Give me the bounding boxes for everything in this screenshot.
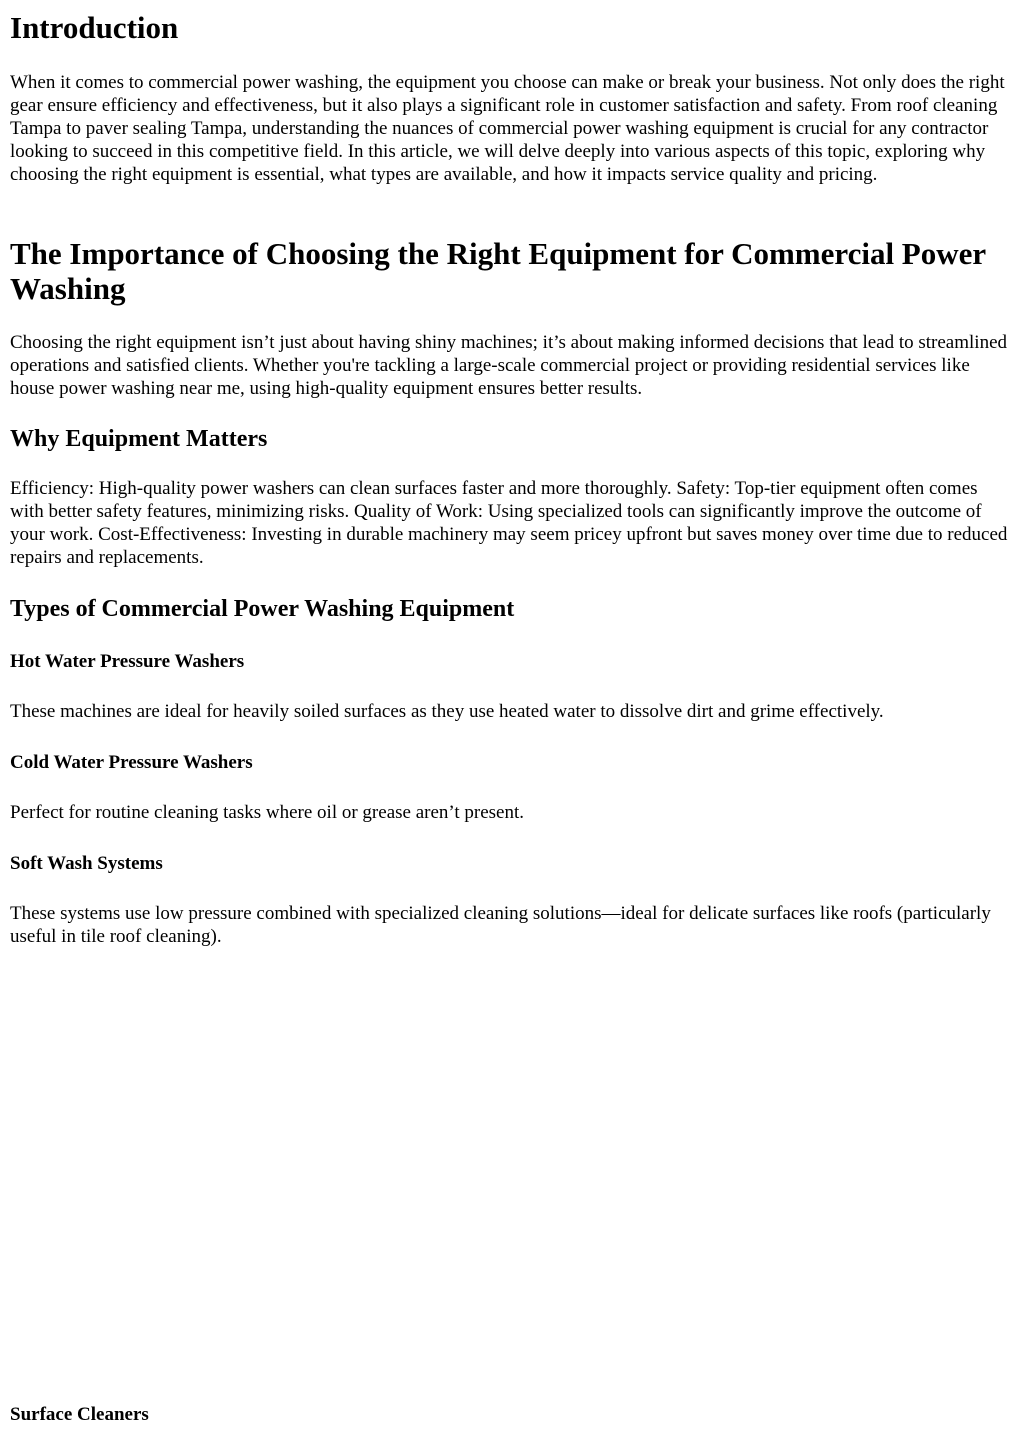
why-equipment-heading: Why Equipment Matters <box>10 426 268 452</box>
intro-heading: Introduction <box>10 10 179 45</box>
cold-water-heading: Cold Water Pressure Washers <box>10 752 253 773</box>
soft-wash-heading: Soft Wash Systems <box>10 853 163 874</box>
hot-water-paragraph: These machines are ideal for heavily soiled surfaces as they use heated water to dissolve dirt and grime effectively. <box>10 701 884 722</box>
why-equipment-paragraph: Efficiency: High-quality power washers can clean surfaces faster and more thoroughly. Safety: Top-tier equipment often comes with better safety features, minimizing risks. Quality of Work: Using specialized tools can significantly improve the outcome of your work. Cost-Effectiveness: Investing in durable machinery may seem pricey upfront but saves money over time due to reduced repairs and replacements. <box>10 478 1008 568</box>
types-heading: Types of Commercial Power Washing Equipment <box>10 596 515 622</box>
hot-water-heading: Hot Water Pressure Washers <box>10 651 245 672</box>
cold-water-paragraph: Perfect for routine cleaning tasks where oil or grease aren’t present. <box>10 802 525 823</box>
importance-heading: The Importance of Choosing the Right Equipment for Commercial Power Washing <box>10 236 986 306</box>
intro-paragraph: When it comes to commercial power washing, the equipment you choose can make or break your business. Not only does the right gear ensure efficiency and effectiveness, but it also plays a significant role in customer satisfaction and safety. From roof cleaning Tampa to paver sealing Tampa, understanding the nuances of commercial power washing equipment is crucial for any contractor looking to succeed in this competitive field. In this article, we will delve deeply into various aspects of this topic, exploring why choosing the right equipment is essential, what types are available, and how it impacts service quality and pricing. <box>10 72 1005 185</box>
soft-wash-paragraph: These systems use low pressure combined with specialized cleaning solutions—ideal for delicate surfaces like roofs (particularly useful in tile roof cleaning). <box>10 903 991 947</box>
importance-paragraph: Choosing the right equipment isn’t just about having shiny machines; it’s about making informed decisions that lead to streamlined operations and satisfied clients. Whether you're tackling a large-scale commercial project or providing residential services like house power washing near me, using high-quality equipment ensures better results. <box>10 332 1007 399</box>
surface-cleaners-heading: Surface Cleaners <box>10 1404 149 1425</box>
